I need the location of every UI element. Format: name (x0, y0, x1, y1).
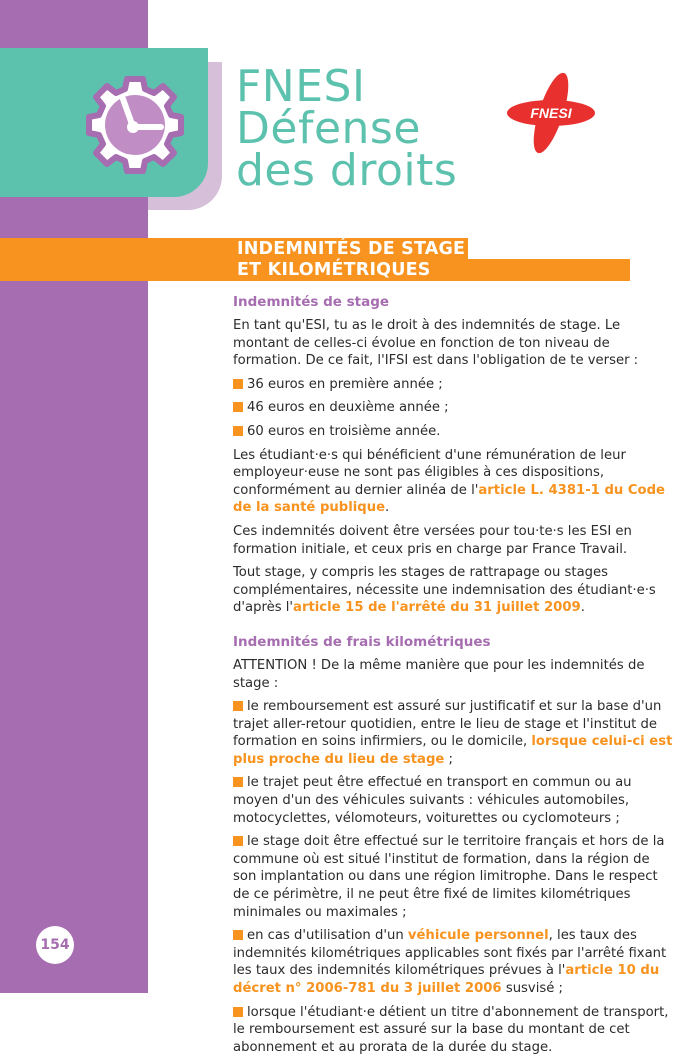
text: Tout stage, y compris les stages de rattrapage ou stages complémentaires, nécessite une indemnisation des étudiant·e·s d'après l' (233, 565, 656, 616)
law-reference: article 15 de l'arrêté du 31 juillet 2009 (293, 600, 581, 616)
amount-item (233, 376, 673, 394)
page-number: 154 (36, 926, 74, 964)
gear-clock-icon (80, 70, 190, 180)
section-heading (237, 239, 465, 281)
text: le trajet peut être effectué en transport en commun ou au moyen d'un des véhicules suivants : véhicules automobiles, motocyclettes, vélomoteurs, voiturettes ou cyclomoteurs ; (233, 775, 632, 826)
bullet-square-icon (233, 402, 243, 412)
title-line-3: des droits (236, 145, 458, 196)
amount-text: 36 euros en première année ; (247, 376, 443, 392)
text: . (385, 500, 390, 516)
bullet-square-icon (233, 426, 243, 436)
subheading-km: Indemnités de frais kilométriques (233, 633, 491, 650)
km-item (233, 698, 673, 768)
paragraph-tout-stage (233, 564, 673, 617)
bullet-square-icon (233, 930, 243, 940)
bullet-square-icon (233, 777, 243, 787)
page-title (236, 61, 458, 196)
law-reference: article L. 4381-1 du Code de la santé publique (233, 482, 665, 516)
amount-text: 60 euros en troisième année. (247, 423, 441, 439)
title-line-2: Défense (236, 103, 421, 154)
bullet-square-icon (233, 1007, 243, 1017)
article-body (233, 293, 673, 1062)
section-heading-line-1: INDEMNITÉS DE STAGE (237, 239, 466, 259)
km-item (233, 833, 673, 921)
text: le stage doit être effectué sur le territoire français et hors de la commune où est situé l'institut de formation, dans la région de son implantation ou dans une région limitrophe. Dans le respect de ce périmètre, il ne peut être fixé de limites kilométriques minimales ou maximales ; (233, 834, 665, 920)
bullet-square-icon (233, 379, 243, 389)
bullet-square-icon (233, 701, 243, 711)
title-line-1: FNESI (236, 61, 366, 112)
highlight: lorsque celui-ci est plus proche du lieu de stage (233, 734, 673, 767)
paragraph-remuneration (233, 447, 673, 517)
km-item (233, 927, 673, 997)
section-heading-line-2: ET KILOMÉTRIQUES (237, 260, 431, 280)
amount-text: 46 euros en deuxième année ; (247, 400, 449, 416)
bullet-square-icon (233, 836, 243, 846)
paragraph-versees: Ces indemnités doivent être versées pour tou·te·s les ESI en formation initiale, et ceux pris en charge par France Travail. (233, 523, 632, 557)
amount-item (233, 423, 673, 441)
text: le remboursement est assuré sur justificatif et sur la base d'un trajet aller-retour quotidien, entre le lieu de stage et l'institut de formation en soins infirmiers, ou le domicile, (233, 699, 662, 750)
text: lorsque l'étudiant·e détient un titre d'abonnement de transport, le remboursement est assuré sur la base du montant de cet abonnement et au prorata de la durée du stage. (233, 1004, 669, 1055)
km-item (233, 774, 673, 827)
km-item (233, 1004, 673, 1057)
text: susvisé ; (501, 981, 564, 996)
subheading-stage: Indemnités de stage (233, 294, 390, 310)
text: , les taux des indemnités kilométriques applicables sont fixés par l'arrêté fixant les taux des indemnités kilométriques prévues à l' (233, 928, 667, 979)
logo-text: FNESI (530, 105, 572, 121)
attention-text: ATTENTION ! De la même manière que pour les indemnités de stage : (233, 657, 645, 691)
text: ; (444, 751, 453, 767)
fnesi-logo (506, 70, 596, 156)
law-reference: article 10 du décret n° 2006-781 du 3 juillet 2006 (233, 963, 660, 996)
amount-item (233, 399, 673, 417)
highlight: véhicule personnel (407, 928, 549, 944)
stage-intro: En tant qu'ESI, tu as le droit à des indemnités de stage. Le montant de celles-ci évolue en fonction de ton niveau de formation. De ce fait, l'IFSI est dans l'obligation de te verser : (233, 318, 639, 369)
text: . (580, 600, 585, 616)
text: en cas d'utilisation d'un (247, 928, 408, 944)
text: Les étudiant·e·s qui bénéficient d'une rémunération de leur employeur·euse ne sont pas éligibles à ces dispositions, conformément au dernier alinéa de l' (233, 447, 626, 498)
